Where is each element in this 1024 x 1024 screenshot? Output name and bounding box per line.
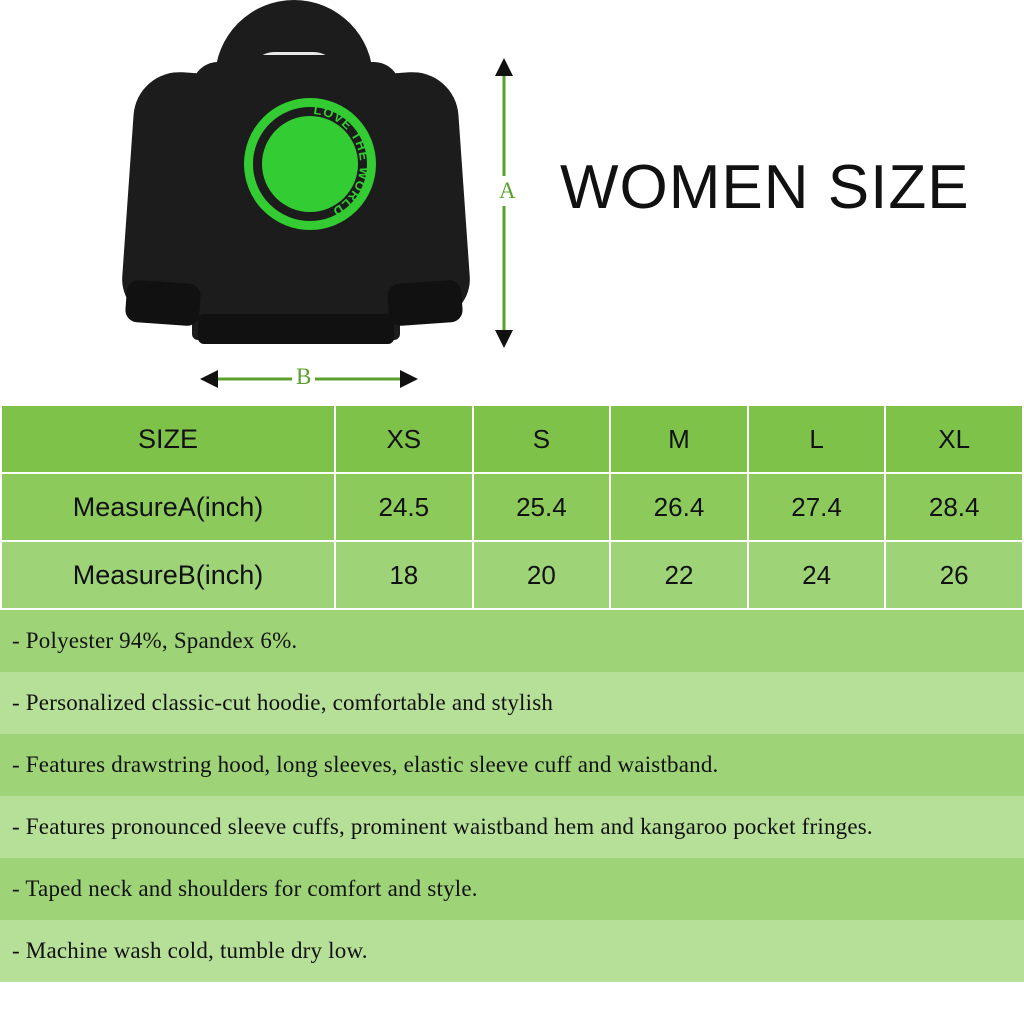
table-header-s: S	[473, 405, 611, 473]
cell-measure-a-s: 25.4	[473, 473, 611, 541]
list-item: - Polyester 94%, Spandex 6%.	[0, 610, 1024, 672]
table-header-l: L	[748, 405, 886, 473]
list-item: - Taped neck and shoulders for comfort and style.	[0, 858, 1024, 920]
cell-measure-a-l: 27.4	[748, 473, 886, 541]
cell-measure-a-xs: 24.5	[335, 473, 473, 541]
cell-measure-a-m: 26.4	[610, 473, 748, 541]
row-label-measure-b: MeasureB(inch)	[1, 541, 335, 609]
globe-logo-icon	[244, 98, 376, 230]
cell-measure-b-m: 22	[610, 541, 748, 609]
list-item: - Features drawstring hood, long sleeves, elastic sleeve cuff and waistband.	[0, 734, 1024, 796]
hoodie-waistband	[198, 314, 394, 344]
list-item: - Personalized classic-cut hoodie, comfortable and stylish	[0, 672, 1024, 734]
cell-measure-b-s: 20	[473, 541, 611, 609]
page-title: WOMEN SIZE	[560, 153, 970, 222]
hoodie-right-cuff	[387, 279, 464, 326]
size-chart-table	[0, 404, 1024, 610]
logo-text: LOVE THE WORLD	[312, 102, 373, 220]
measure-b-label: B	[292, 362, 315, 392]
list-item: - Features pronounced sleeve cuffs, prominent waistband hem and kangaroo pocket fringes.	[0, 796, 1024, 858]
cell-measure-b-xl: 26	[885, 541, 1023, 609]
table-header-m: M	[610, 405, 748, 473]
table-row	[1, 473, 1023, 541]
hoodie-neck-opening	[238, 55, 350, 85]
measure-a-label: A	[496, 176, 519, 206]
table-header-size: SIZE	[1, 405, 335, 473]
feature-list	[0, 610, 1024, 982]
table-header-row	[1, 405, 1023, 473]
svg-text:LOVE THE WORLD	[313, 102, 373, 220]
list-item: - Machine wash cold, tumble dry low.	[0, 920, 1024, 982]
illustration-area	[0, 0, 1024, 404]
hoodie-illustration	[120, 0, 460, 370]
hoodie-left-cuff	[125, 279, 202, 326]
table-header-xl: XL	[885, 405, 1023, 473]
table-header-xs: XS	[335, 405, 473, 473]
logo-circular-text	[244, 98, 376, 230]
table-row	[1, 541, 1023, 609]
cell-measure-b-xs: 18	[335, 541, 473, 609]
cell-measure-a-xl: 28.4	[885, 473, 1023, 541]
cell-measure-b-l: 24	[748, 541, 886, 609]
row-label-measure-a: MeasureA(inch)	[1, 473, 335, 541]
